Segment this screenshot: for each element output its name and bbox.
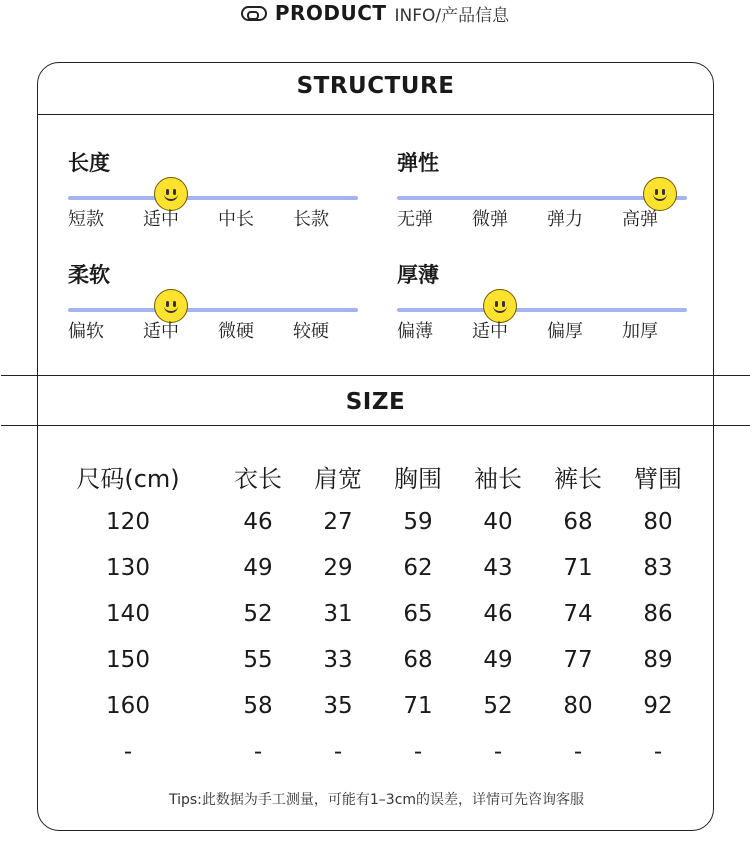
- header-cell: 袖长: [474, 464, 522, 493]
- header-cell: 尺码(cm): [76, 464, 180, 493]
- header-cell: 肩宽: [314, 464, 362, 493]
- scale-option: 适中: [472, 321, 508, 342]
- table-cell: 74: [563, 601, 593, 627]
- scale-option: 偏薄: [397, 321, 433, 342]
- table-cell: 86: [643, 601, 673, 627]
- table-cell: 71: [403, 693, 433, 719]
- table-cell: 33: [323, 647, 353, 673]
- table-row: [38, 545, 715, 591]
- scale-option: 偏软: [68, 321, 104, 342]
- scale-option: 微硬: [218, 321, 254, 342]
- table-cell: 68: [563, 509, 593, 535]
- scale-option: 高弹: [622, 209, 658, 230]
- table-cell: 62: [403, 555, 433, 581]
- table-cell: 52: [243, 601, 273, 627]
- table-cell: 65: [403, 601, 433, 627]
- product-info-header: [0, 0, 750, 26]
- table-cell: -: [413, 739, 423, 765]
- attr-label: 弹性: [397, 151, 439, 175]
- scale-track: [68, 308, 358, 312]
- scale-option: 较硬: [293, 321, 329, 342]
- table-cell: -: [123, 739, 133, 765]
- table-row: [38, 729, 715, 775]
- table-header: [38, 453, 715, 499]
- table-cell: 59: [403, 509, 433, 535]
- table-cell: 55: [243, 647, 273, 673]
- scale-option: 无弹: [397, 209, 433, 230]
- table-cell: 89: [643, 647, 673, 673]
- tips-note: Tips:此数据为手工测量，可能有1–3cm的误差，详情可先咨询客服: [168, 792, 585, 808]
- attr-elasticity: [397, 147, 697, 247]
- structure-title: STRUCTURE: [296, 73, 455, 99]
- scale-track: [68, 196, 358, 200]
- eye-icon: [241, 6, 267, 21]
- header-cell: 臂围: [634, 464, 682, 493]
- scale-option: 适中: [143, 321, 179, 342]
- scale-option: 长款: [293, 209, 329, 230]
- table-cell: 27: [323, 509, 353, 535]
- table-cell: 83: [643, 555, 673, 581]
- attr-length: [68, 147, 368, 247]
- table-cell: -: [493, 739, 503, 765]
- table-cell: 46: [483, 601, 513, 627]
- table-cell: -: [333, 739, 343, 765]
- scale-track: [397, 308, 687, 312]
- header-cell: 衣长: [234, 464, 282, 493]
- header-cell: 胸围: [394, 464, 442, 493]
- table-row: [38, 591, 715, 637]
- table-row: [38, 637, 715, 683]
- attr-label: 厚薄: [397, 263, 439, 287]
- table-cell: 68: [403, 647, 433, 673]
- table-cell: 31: [323, 601, 353, 627]
- size-title: SIZE: [345, 389, 406, 415]
- table-cell: 160: [106, 693, 150, 719]
- table-cell: 77: [563, 647, 593, 673]
- table-cell: 52: [483, 693, 513, 719]
- attr-label: 柔软: [68, 263, 110, 287]
- size-top-divider: [1, 375, 750, 376]
- scale-option: 微弹: [472, 209, 508, 230]
- table-cell: 140: [106, 601, 150, 627]
- table-cell: 29: [323, 555, 353, 581]
- attr-label: 长度: [68, 151, 110, 175]
- structure-divider: [37, 114, 714, 115]
- table-cell: 130: [106, 555, 150, 581]
- table-cell: 46: [243, 509, 273, 535]
- table-cell: -: [573, 739, 583, 765]
- scale-option: 偏厚: [547, 321, 583, 342]
- table-row: [38, 683, 715, 729]
- table-cell: 35: [323, 693, 353, 719]
- size-bottom-divider: [1, 425, 750, 426]
- table-cell: 150: [106, 647, 150, 673]
- table-cell: 43: [483, 555, 513, 581]
- table-cell: 71: [563, 555, 593, 581]
- attr-softness: [68, 259, 368, 359]
- table-row: [38, 499, 715, 545]
- table-cell: 49: [483, 647, 513, 673]
- info-card: [37, 62, 714, 831]
- header-subtitle: INFO/产品信息: [394, 5, 510, 26]
- table-cell: 120: [106, 509, 150, 535]
- table-cell: 80: [563, 693, 593, 719]
- scale-option: 加厚: [622, 321, 658, 342]
- table-cell: 80: [643, 509, 673, 535]
- table-cell: -: [653, 739, 663, 765]
- attr-thickness: [397, 259, 697, 359]
- header-cell: 裤长: [554, 464, 602, 493]
- table-cell: 49: [243, 555, 273, 581]
- table-cell: -: [253, 739, 263, 765]
- scale-option: 中长: [218, 209, 254, 230]
- scale-option: 弹力: [547, 209, 583, 230]
- header-title: PRODUCT: [274, 1, 387, 25]
- table-cell: 92: [643, 693, 673, 719]
- size-table: [38, 453, 715, 775]
- scale-option: 短款: [68, 209, 104, 230]
- scale-option: 适中: [143, 209, 179, 230]
- table-cell: 58: [243, 693, 273, 719]
- table-cell: 40: [483, 509, 513, 535]
